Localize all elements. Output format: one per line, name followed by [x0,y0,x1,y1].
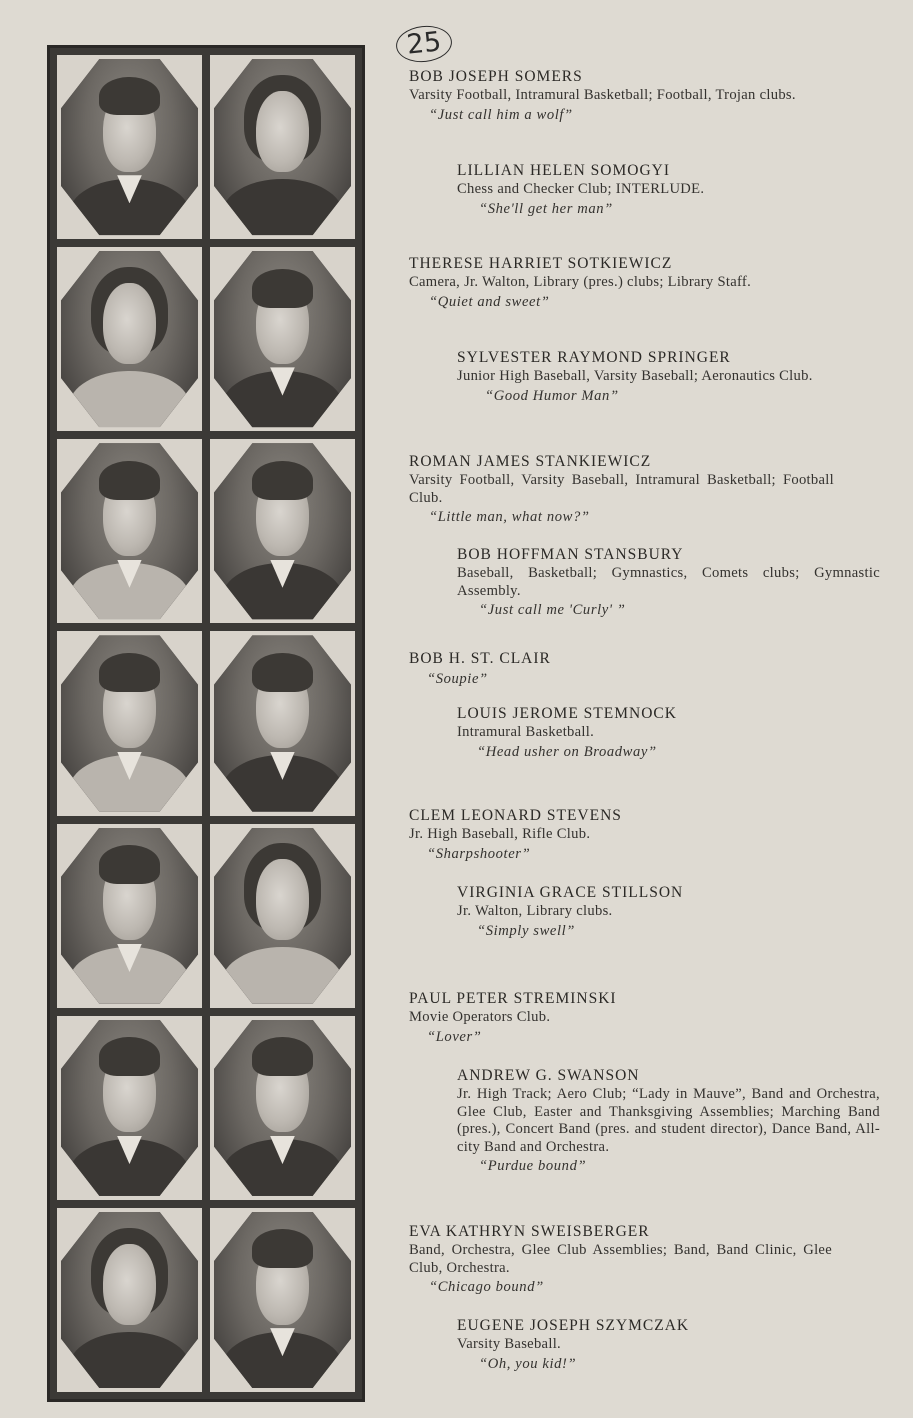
student-activities: Varsity Football, Varsity Baseball, Intramural Basketball; Football Club. [409,472,834,506]
student-activities: Jr. High Baseball, Rifle Club. [409,826,591,842]
portrait-stevens [57,824,202,1008]
student-quote: “Good Humor Man” [485,387,619,404]
student-quote: “Little man, what now?” [429,509,590,525]
student-name: LILLIAN HELEN SOMOGYI [457,162,670,179]
student-quote: “Soupie” [427,671,488,687]
portrait-stemnock [210,631,355,815]
student-activities: Camera, Jr. Walton, Library (pres.) clubs; Library Staff. [409,274,752,290]
student-name: ANDREW G. SWANSON [457,1067,640,1084]
portrait-stansbury [210,439,355,623]
student-name: BOB JOSEPH SOMERS [409,68,583,85]
entry-st-clair [409,649,709,690]
entry-sotkiewicz [409,254,834,313]
student-activities: Band, Orchestra, Glee Club Assemblies; Band, Band Clinic, Glee Club, Orchestra. [409,1242,832,1276]
entry-streminski [409,989,749,1048]
student-name: ROMAN JAMES STANKIEWICZ [409,453,652,470]
student-name: SYLVESTER RAYMOND SPRINGER [457,349,731,366]
portrait-streminski [57,1016,202,1200]
page-number: 25 [394,23,453,65]
portrait-st-clair [57,631,202,815]
student-activities: Varsity Baseball. [457,1336,561,1352]
student-quote: “Head usher on Broadway” [477,743,657,760]
student-name: CLEM LEONARD STEVENS [409,807,622,824]
student-quote: “Purdue bound” [479,1158,587,1174]
student-quote: “She'll get her man” [479,200,613,217]
portrait-swanson [210,1016,355,1200]
entry-stillson [457,883,797,942]
portrait-szymczak [210,1208,355,1392]
student-quote: “Quiet and sweet” [429,293,550,310]
entry-sweisberger [409,1222,832,1298]
student-quote: “Just call me 'Curly' ” [479,602,626,618]
student-quote: “Sharpshooter” [427,845,531,862]
portrait-stillson [210,824,355,1008]
student-quote: “Lover” [427,1028,482,1045]
student-activities: Junior High Baseball, Varsity Baseball; Aeronautics Club. [457,368,813,384]
student-quote: “Oh, you kid!” [479,1355,577,1372]
student-quote: “Chicago bound” [429,1279,544,1295]
entry-stevens [409,806,749,865]
entry-swanson [457,1066,880,1177]
portrait-grid [47,45,365,1402]
student-quote: “Just call him a wolf” [429,106,573,123]
portrait-springer [210,247,355,431]
entry-stankiewicz [409,452,834,528]
portrait-sotkiewicz [57,247,202,431]
student-activities: Varsity Football, Intramural Basketball; Football, Trojan clubs. [409,87,796,103]
student-activities: Jr. Walton, Library clubs. [457,903,613,919]
student-name: BOB H. ST. CLAIR [409,650,551,667]
student-activities: Chess and Checker Club; INTERLUDE. [457,181,705,197]
portrait-somers [57,55,202,239]
student-name: VIRGINIA GRACE STILLSON [457,884,684,901]
entry-stansbury [457,545,880,621]
student-name: LOUIS JEROME STEMNOCK [457,705,677,722]
student-activities: Movie Operators Club. [409,1009,551,1025]
student-activities: Intramural Basketball. [457,724,595,740]
student-name: PAUL PETER STREMINSKI [409,990,617,1007]
student-name: THERESE HARRIET SOTKIEWICZ [409,255,673,272]
student-quote: “Simply swell” [477,922,576,939]
student-name: EVA KATHRYN SWEISBERGER [409,1223,650,1240]
portrait-stankiewicz [57,439,202,623]
student-name: BOB HOFFMAN STANSBURY [457,546,684,563]
student-activities: Jr. High Track; Aero Club; “Lady in Mauve”, Band and Orchestra, Glee Club, Easter and Thanksgiving Assemblies; Marching Band (pres.), Concert Band (pres. and student director), Dance Band, All-city Band and Orchestra. [457,1086,880,1155]
entry-szymczak [457,1316,817,1375]
student-activities: Baseball, Basketball; Gymnastics, Comets clubs; Gymnastic Assembly. [457,565,880,599]
entry-stemnock [457,704,837,763]
student-name: EUGENE JOSEPH SZYMCZAK [457,1317,690,1334]
portrait-sweisberger [57,1208,202,1392]
entry-somogyi [457,161,877,220]
entry-springer [457,348,882,407]
portrait-somogyi [210,55,355,239]
entry-somers [409,67,834,126]
